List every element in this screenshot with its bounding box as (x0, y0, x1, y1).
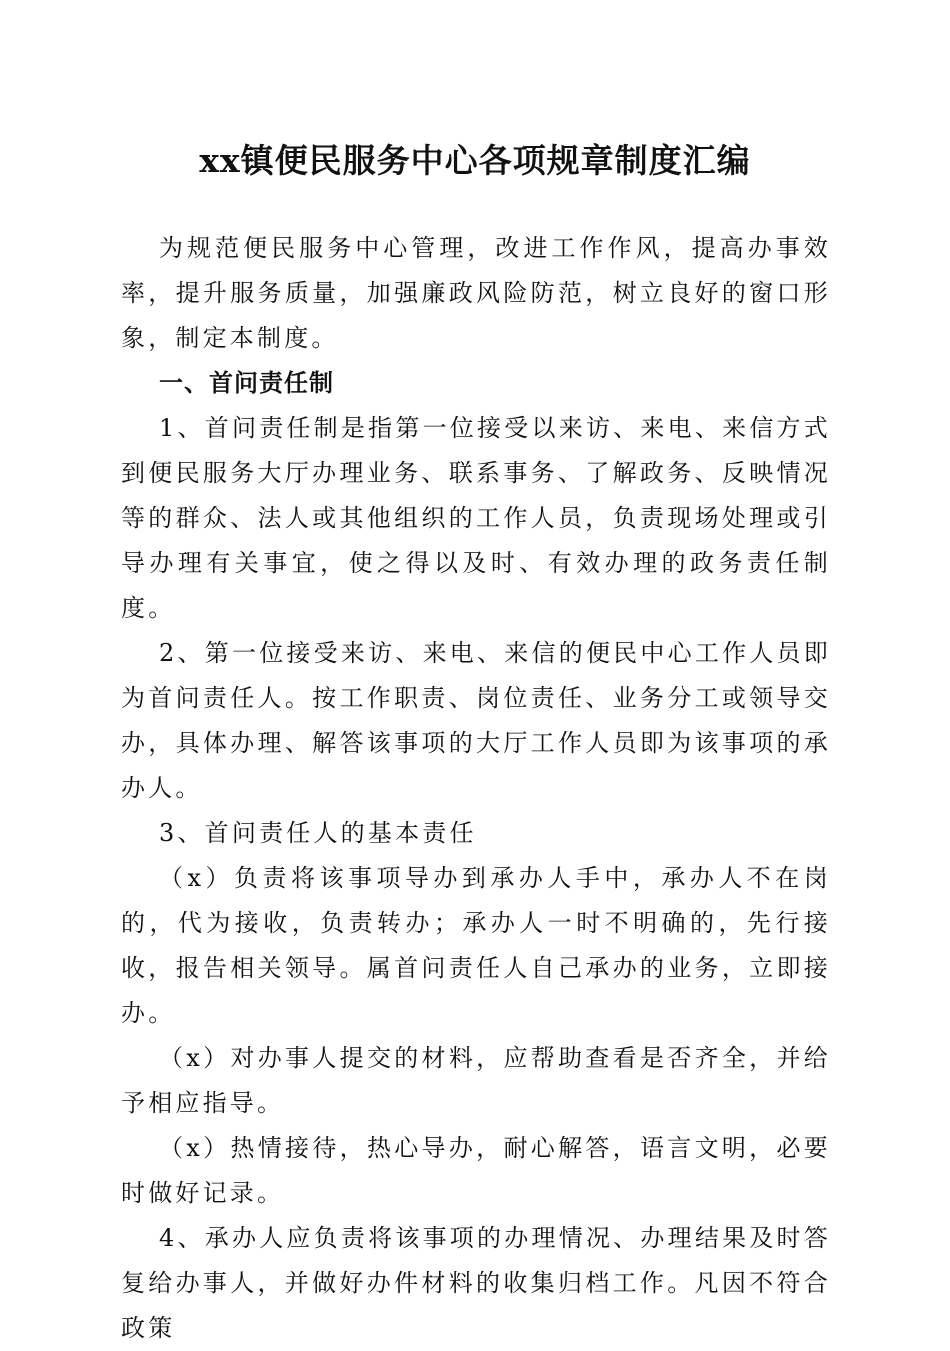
document-body (121, 226, 831, 1351)
clause-paragraph: 1、首问责任制是指第一位接受以来访、来电、来信方式到便民服务大厅办理业务、联系事务、了解政务、反映情况等的群众、法人或其他组织的工作人员，负责现场处理或引导办理有关事宜，使之得以及时、有效办理的政务责任制度。 (121, 414, 831, 622)
document-title: xx镇便民服务中心各项规章制度汇编 (199, 141, 751, 180)
sub-clause-paragraph: （x）热情接待，热心导办，耐心解答，语言文明，必要时做好记录。 (121, 1134, 831, 1207)
clause-paragraph: 3、首问责任人的基本责任 (159, 819, 477, 847)
intro-paragraph: 为规范便民服务中心管理，改进工作作风，提高办事效率，提升服务质量，加强廉政风险防范，树立良好的窗口形象，制定本制度。 (121, 234, 831, 352)
section-heading: 一、首问责任制 (159, 369, 334, 397)
clause-paragraph: 2、第一位接受来访、来电、来信的便民中心工作人员即为首问责任人。按工作职责、岗位责任、业务分工或领导交办，具体办理、解答该事项的大厅工作人员即为该事项的承办人。 (121, 639, 831, 802)
clause-paragraph: 4、承办人应负责将该事项的办理情况、办理结果及时答复给办事人，并做好办件材料的收集归档工作。凡因不符合政策 (121, 1224, 831, 1342)
sub-clause-paragraph: （x）负责将该事项导办到承办人手中，承办人不在岗的，代为接收，负责转办；承办人一时不明确的，先行接收，报告相关领导。属首问责任人自己承办的业务，立即接办。 (121, 864, 831, 1027)
sub-clause-paragraph: （x）对办事人提交的材料，应帮助查看是否齐全，并给予相应指导。 (121, 1044, 831, 1117)
